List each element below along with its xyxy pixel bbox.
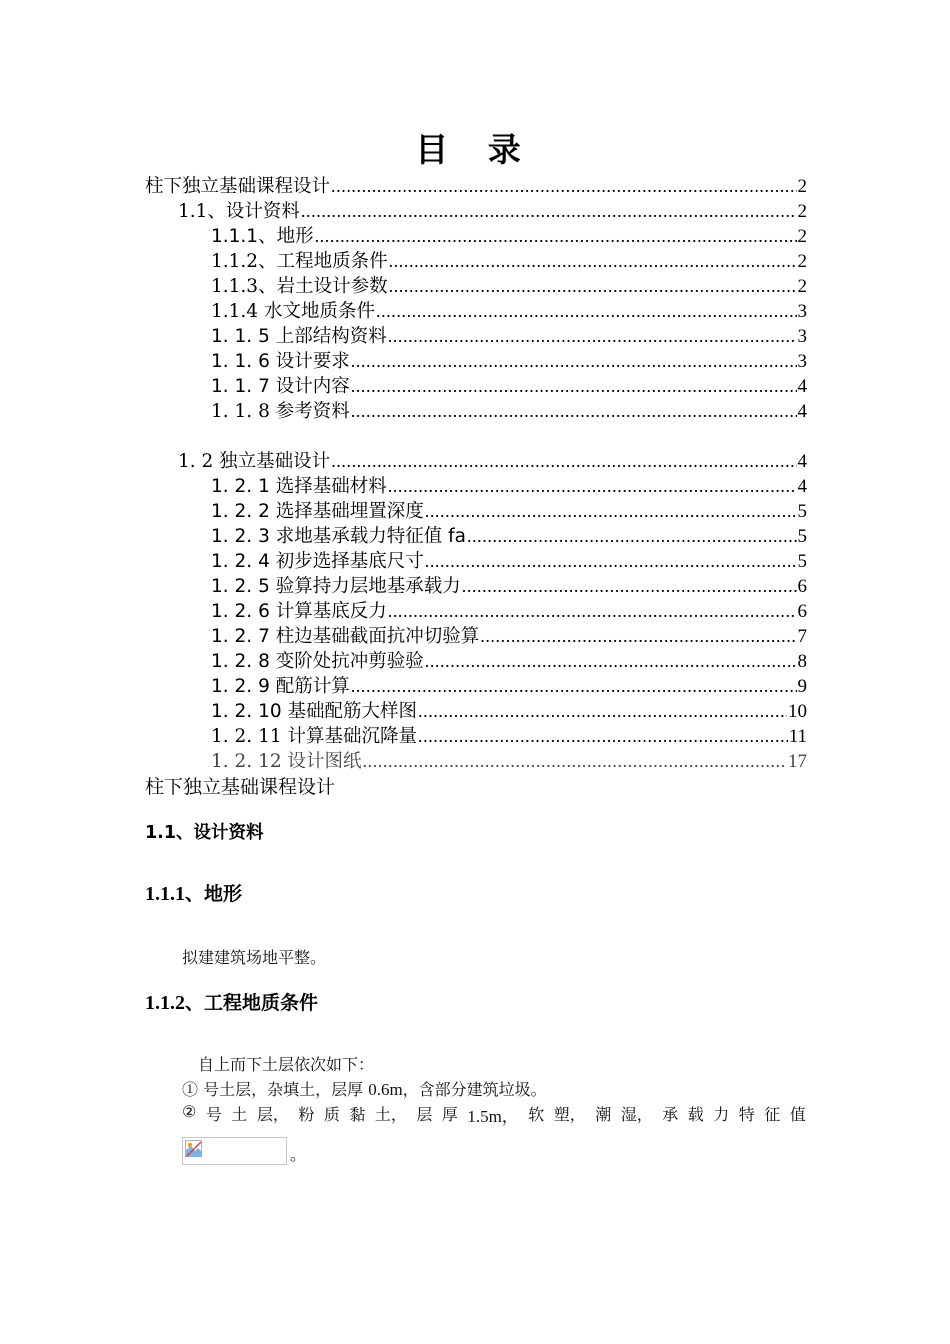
broken-image-placeholder [182,1137,287,1165]
toc-entry-label: 1. 2. 12 设计图纸 [211,751,362,772]
toc-entry-label: 1. 2. 11 计算基础沉降量 [211,726,417,747]
toc-entry-page: 9 [797,676,807,697]
toc-entry-page: 2 [797,226,807,247]
toc-entry[interactable] [211,574,807,599]
toc-entry[interactable] [211,324,807,349]
toc-entry-label: 1. 2. 1 选择基础材料 [211,476,387,497]
toc-leader-dots [418,699,787,724]
toc-entry-label: 1.1.3、岩土设计参数 [211,276,388,297]
toc-entry-label: 1. 2. 10 基础配筋大样图 [211,701,417,722]
broken-image-icon [185,1140,203,1158]
toc-entry-label: 1. 1. 5 上部结构资料 [211,326,387,347]
toc-entry[interactable] [178,449,807,474]
terrain-paragraph: 拟建建筑场地平整。 [182,948,327,967]
toc-entry-page: 4 [797,476,807,497]
toc-entry-page: 6 [797,576,807,597]
toc-entry-label: 柱下独立基础课程设计 [145,176,331,197]
toc-entry-page: 8 [797,651,807,672]
toc-leader-dots [425,549,797,574]
word: 层 [416,1105,433,1124]
toc-entry[interactable] [211,224,807,249]
heading-course-design: 柱下独立基础课程设计 [145,776,336,798]
toc-leader-dots [351,399,797,424]
word: 软 [528,1105,545,1124]
toc-entry-page: 17 [788,751,807,772]
word: 土 [231,1105,248,1124]
toc-entry-label: 1.1、设计资料 [178,201,300,222]
soil-layer-1 [182,1077,547,1100]
toc-entry-page: 5 [797,501,807,522]
soil-layer-1-text: ① 号土层，杂填土，层厚 [182,1080,369,1099]
section-title: 、工程地质条件 [185,992,319,1014]
geology-intro: 自上而下土层依次如下： [198,1055,375,1074]
toc-leader-dots [388,474,797,499]
toc-entry-page: 5 [797,526,807,547]
word: 号 [205,1105,222,1124]
toc-entry-label: 1. 2 独立基础设计 [178,451,331,472]
sentence-end: 。 [290,1145,307,1164]
toc-entry-page: 2 [797,201,807,222]
word: 1.5m， [467,1107,519,1126]
toc-entry-label: 1. 1. 6 设计要求 [211,351,350,372]
word: 征 [764,1105,781,1124]
toc-entry[interactable] [211,249,807,274]
word: 承 [662,1105,679,1124]
toc-entry-page: 6 [797,601,807,622]
toc-entry[interactable] [211,749,807,774]
toc-entry-page: 3 [797,326,807,347]
toc-entry-label: 1.1.4 水文地质条件 [211,301,375,322]
word: 厚 [441,1105,458,1124]
toc-entry-page: 4 [797,451,807,472]
toc-leader-dots [363,749,788,774]
toc-entry[interactable] [211,674,807,699]
toc-entry-label: 1. 2. 3 求地基承载力特征值 fa [211,526,466,547]
heading-design-data: 1.1、设计资料 [145,823,264,843]
toc-leader-dots [389,274,797,299]
word: 质 [323,1105,340,1124]
toc-leader-dots [331,174,796,199]
toc-entry-page: 4 [797,376,807,397]
toc-entry[interactable] [145,174,807,199]
toc-leader-dots [351,374,797,399]
toc-leader-dots [351,349,797,374]
section-number: 1.1.2 [145,992,185,1014]
toc-entry-label: 1. 2. 2 选择基础埋置深度 [211,501,424,522]
toc-leader-dots [480,624,796,649]
toc-leader-dots [388,599,797,624]
toc-entry-label: 1. 1. 7 设计内容 [211,376,350,397]
toc-entry[interactable] [211,274,807,299]
toc-entry-page: 3 [797,351,807,372]
toc-entry-label: 1. 2. 5 验算持力层地基承载力 [211,576,461,597]
toc-leader-dots [425,499,797,524]
toc-entry-label: 1. 2. 7 柱边基础截面抗冲切验算 [211,626,480,647]
word: ② [182,1102,197,1121]
toc-entry[interactable] [211,474,807,499]
heading-geology [145,988,318,1015]
toc-entry[interactable] [211,599,807,624]
toc-entry-label: 1. 2. 8 变阶处抗冲剪验验 [211,651,424,672]
toc-entry-page: 10 [788,701,807,722]
toc-leader-dots [376,299,797,324]
toc-title: 目 录 [415,130,535,169]
word: 值 [789,1105,806,1124]
toc-entry-label: 1. 2. 9 配筋计算 [211,676,350,697]
toc-entry[interactable] [211,649,807,674]
toc-entry[interactable] [178,199,807,224]
toc-entry[interactable] [211,499,807,524]
soil-layer-1-note: ，含部分建筑垃圾。 [402,1080,547,1099]
toc-entry[interactable] [211,624,807,649]
toc-leader-dots [301,199,797,224]
toc-entry[interactable] [211,549,807,574]
word: 粉 [298,1105,315,1124]
toc-entry-page: 4 [797,401,807,422]
toc-entry-label: 1.1.1、地形 [211,226,314,247]
toc-leader-dots [351,674,797,699]
toc-leader-dots [389,249,797,274]
word: 湿， [620,1105,653,1124]
toc-entry[interactable] [211,374,807,399]
toc-leader-dots [388,324,797,349]
toc-leader-dots [425,649,797,674]
word: 土， [374,1105,407,1124]
section-title: 、地形 [185,883,243,905]
toc-leader-dots [467,524,797,549]
toc-entry-page: 2 [797,276,807,297]
toc-entry[interactable] [211,699,807,724]
toc-entry-page: 2 [797,176,807,197]
toc-entry-label: 1.1.2、工程地质条件 [211,251,388,272]
toc-entry[interactable] [211,724,807,749]
word: 潮 [595,1105,612,1124]
toc-entry-label: 1. 2. 4 初步选择基底尺寸 [211,551,424,572]
word: 特 [738,1105,755,1124]
word: 塑， [553,1105,586,1124]
toc-entry[interactable] [211,399,807,424]
soil-layer-1-thickness: 0.6m [368,1080,403,1099]
section-number: 1.1.1 [145,883,185,905]
toc-entry-page: 3 [797,301,807,322]
toc-entry-page: 11 [788,726,807,747]
word: 载 [687,1105,704,1124]
toc-leader-dots [331,449,796,474]
toc-entry-label: 1. 2. 6 计算基底反力 [211,601,387,622]
toc-entry[interactable] [211,299,807,324]
toc-entry[interactable] [211,349,807,374]
word: 层， [256,1105,289,1124]
toc-entry-label: 1. 1. 8 参考资料 [211,401,350,422]
heading-terrain [145,879,242,906]
toc-entry-page: 5 [797,551,807,572]
toc-entry[interactable] [211,524,807,549]
toc-leader-dots [462,574,797,599]
word: 力 [713,1105,730,1124]
toc-leader-dots [418,724,788,749]
word: 黏 [349,1105,366,1124]
toc-entry-page: 7 [797,626,807,647]
soil-layer-2 [182,1102,806,1127]
toc-entry-page: 2 [797,251,807,272]
toc-leader-dots [315,224,797,249]
